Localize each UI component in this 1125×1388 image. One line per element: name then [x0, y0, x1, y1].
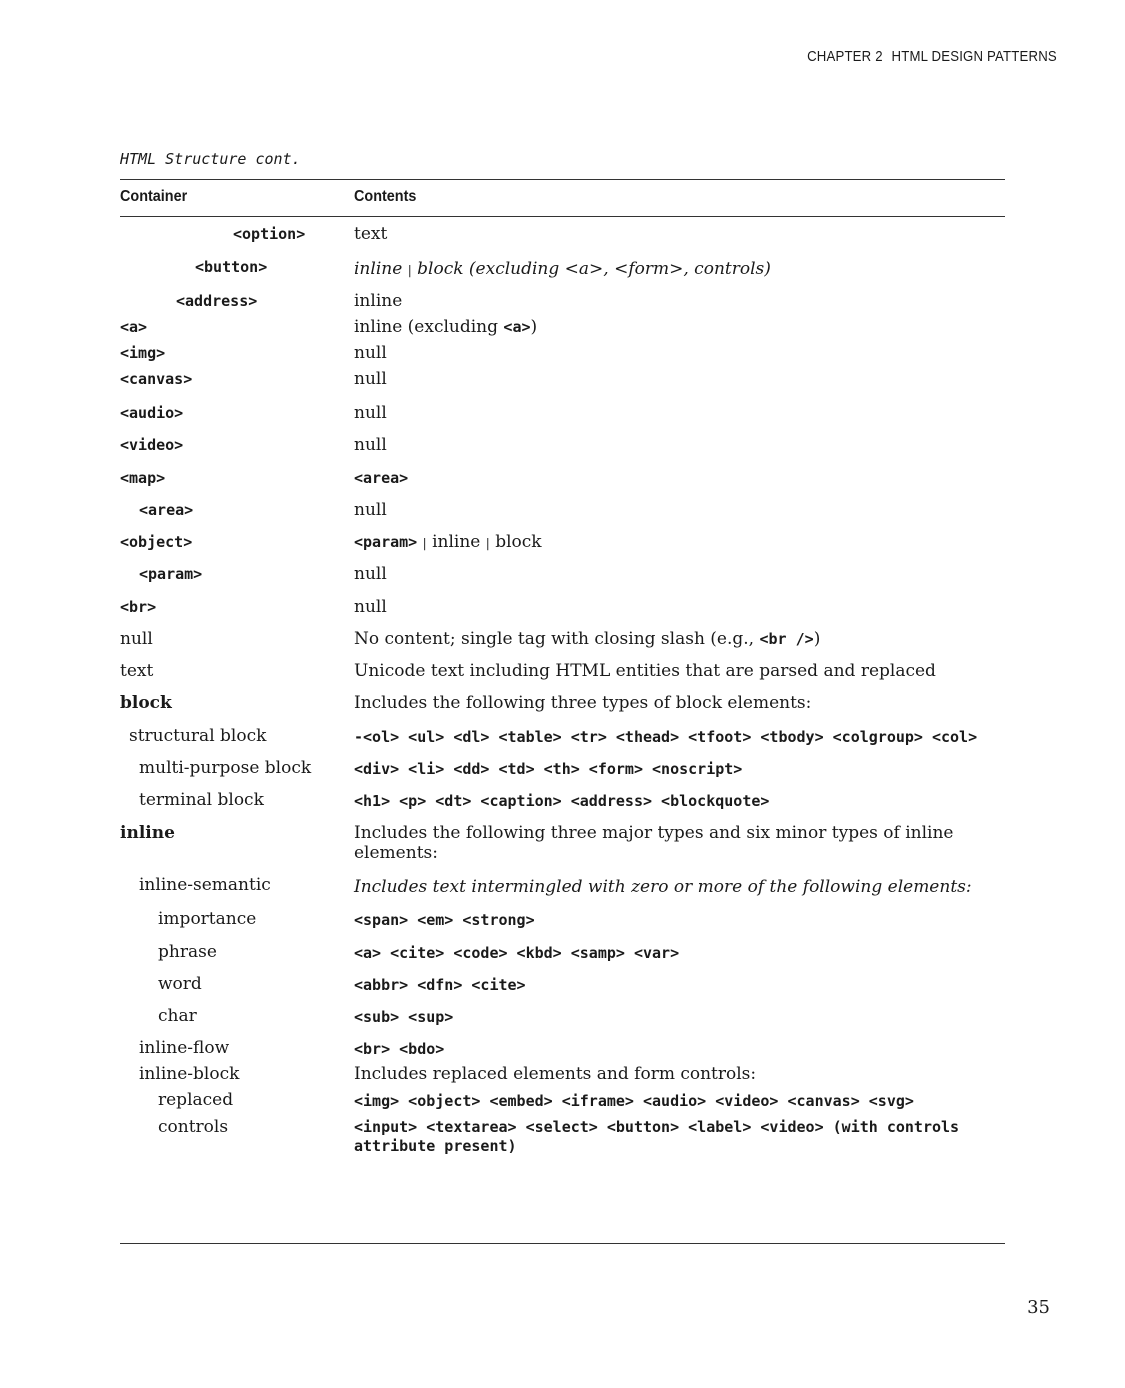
contents-button: inline | block (excluding <a>, <form>, controls)	[354, 259, 771, 279]
contents-controls: <input> <textarea> <select> <button> <label> <video> (with controls attribute present)	[354, 1118, 960, 1155]
contents-canvas: null	[354, 369, 387, 389]
container-multi-purpose-block: multi-purpose block	[139, 758, 312, 778]
container-map: <map>	[120, 469, 166, 487]
container-option: <option>	[233, 225, 306, 243]
contents-block: Includes the following three types of block elements:	[354, 693, 812, 713]
container-structural-block: structural block	[129, 726, 267, 746]
chapter-label: CHAPTER 2	[807, 48, 883, 65]
container-word: word	[158, 974, 202, 994]
column-header-container: Container	[120, 188, 188, 205]
container-img: <img>	[120, 344, 166, 362]
container-inline-flow: inline-flow	[139, 1038, 230, 1058]
container-block: block	[120, 693, 172, 713]
contents-map: <area>	[354, 469, 409, 487]
contents-terminal-block: <h1> <p> <dt> <caption> <address> <blockquote>	[354, 792, 770, 810]
contents-inline-flow: <br> <bdo>	[354, 1040, 445, 1058]
container-phrase: phrase	[158, 942, 217, 962]
container-null: null	[120, 629, 153, 649]
contents-br: null	[354, 597, 387, 617]
container-video: <video>	[120, 436, 184, 454]
container-button: <button>	[195, 258, 268, 276]
container-text: text	[120, 661, 154, 681]
container-inline-semantic: inline-semantic	[139, 875, 271, 895]
contents-inline-semantic: Includes text intermingled with zero or more of the following elements:	[354, 877, 972, 897]
contents-null: No content; single tag with closing slash (e.g., <br />)	[354, 629, 821, 649]
contents-multi-purpose-block: <div> <li> <dd> <td> <th> <form> <noscript>	[354, 760, 743, 778]
contents-img: null	[354, 343, 387, 363]
container-param: <param>	[139, 565, 203, 583]
contents-phrase: <a> <cite> <code> <kbd> <samp> <var>	[354, 944, 680, 962]
chapter-title: HTML DESIGN PATTERNS	[891, 48, 1057, 65]
container-inline: inline	[120, 823, 175, 843]
code-a: <a>	[564, 259, 604, 279]
contents-word: <abbr> <dfn> <cite>	[354, 976, 526, 994]
container-br: <br>	[120, 598, 157, 616]
contents-option: text	[354, 224, 388, 244]
running-header	[798, 48, 1057, 65]
contents-inline: Includes the following three major types and six minor types of inline elements:	[354, 823, 954, 863]
contents-importance: <span> <em> <strong>	[354, 911, 535, 929]
table-caption: HTML Structure cont.	[120, 150, 301, 168]
container-audio: <audio>	[120, 404, 184, 422]
container-a: <a>	[120, 318, 148, 336]
container-controls: controls	[158, 1117, 229, 1137]
container-inline-block: inline-block	[139, 1064, 240, 1084]
contents-replaced: <img> <object> <embed> <iframe> <audio> <video> <canvas> <svg>	[354, 1092, 914, 1110]
container-char: char	[158, 1006, 197, 1026]
contents-video: null	[354, 435, 387, 455]
contents-structural-block: -<ol> <ul> <dl> <table> <tr> <thead> <tfoot> <tbody> <colgroup> <col>	[354, 728, 978, 746]
contents-audio: null	[354, 403, 387, 423]
contents-area: null	[354, 500, 387, 520]
container-address: <address>	[176, 292, 258, 310]
table-top-rule	[120, 179, 1005, 180]
contents-inline-block: Includes replaced elements and form controls:	[354, 1064, 757, 1084]
container-canvas: <canvas>	[120, 370, 193, 388]
contents-text: Unicode text including HTML entities that are parsed and replaced	[354, 661, 936, 681]
container-area: <area>	[139, 501, 194, 519]
container-replaced: replaced	[158, 1090, 234, 1110]
contents-char: <sub> <sup>	[354, 1008, 454, 1026]
contents-object: <param> | inline | block	[354, 532, 542, 552]
column-header-contents: Contents	[354, 188, 417, 205]
header-rule	[120, 216, 1005, 217]
container-object: <object>	[120, 533, 193, 551]
table-bottom-rule	[120, 1243, 1005, 1244]
code-form: <form>	[614, 259, 684, 279]
container-terminal-block: terminal block	[139, 790, 264, 810]
contents-a: inline (excluding <a>)	[354, 317, 538, 337]
contents-address: inline	[354, 291, 403, 311]
container-importance: importance	[158, 909, 257, 929]
page-number: 35	[1027, 1297, 1050, 1318]
contents-param: null	[354, 564, 387, 584]
